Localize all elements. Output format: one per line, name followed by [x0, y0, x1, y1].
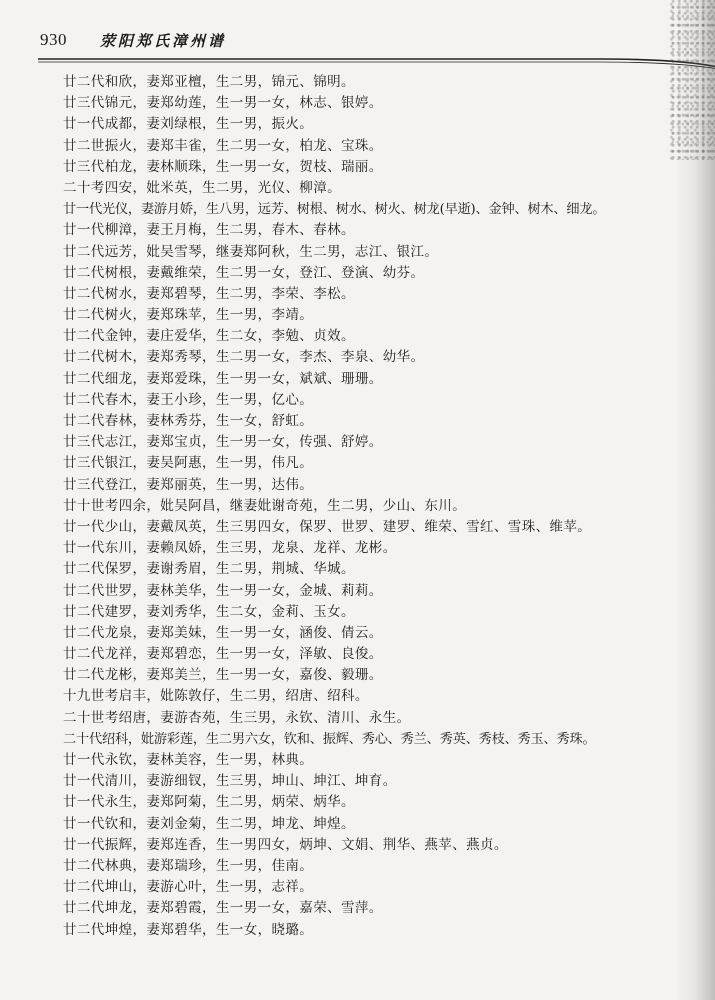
- genealogy-entry: 廿三代柏龙，妻林顺珠，生一男一女，贺枝、瑞丽。: [63, 158, 383, 175]
- genealogy-entry: 二十世考绍唐，妻游杏苑，生三男，永钦、清川、永生。: [63, 709, 411, 726]
- genealogy-entry: 廿二代金钟，妻庄爱华，生二女，李勉、贞效。: [63, 328, 355, 345]
- genealogy-entry: 廿二世振火，妻郑丰雀，生二男一女，柏龙、宝珠。: [63, 137, 383, 154]
- genealogy-entry: 廿一代振辉，妻郑连香，生一男四女，炳坤、文娟、荆华、燕苹、燕贞。: [63, 836, 508, 853]
- genealogy-entry: 廿三代锦元，妻郑幼莲，生一男一女，林志、银婷。: [63, 95, 383, 112]
- genealogy-entry: 廿二代远芳，妣吴雪琴，继妻郑阿秋，生二男，志江、银江。: [63, 243, 439, 260]
- genealogy-entry: 二十考四安，妣米英，生二男，光仪、柳漳。: [63, 179, 341, 196]
- genealogy-entry: 廿一代永生，妻郑阿菊，生二男，炳荣、炳华。: [63, 794, 355, 811]
- genealogy-entry: 廿二代龙祥，妻郑碧恋，生一男一女，泽敏、良俊。: [63, 646, 383, 663]
- page-header: [40, 28, 680, 58]
- genealogy-entry: 廿二代细龙，妻郑爱珠，生一男一女，斌斌、珊珊。: [63, 370, 383, 387]
- genealogy-entry: 二十代绍科，妣游彩莲，生二男六女，钦和、振辉、秀心、秀兰、秀英、秀枝、秀玉、秀珠。: [63, 731, 596, 747]
- genealogy-entry: 廿二代树木，妻郑秀琴，生二男一女，李杰、李泉、幼华。: [63, 349, 425, 366]
- genealogy-entry: 廿一代柳漳，妻王月梅，生二男，春木、春林。: [63, 222, 355, 239]
- genealogy-entry: 廿二代和欣，妻郑亚檀，生二男，锦元、锦明。: [63, 74, 355, 90]
- genealogy-entry: 廿一代东川，妻赖凤娇，生三男，龙泉、龙祥、龙彬。: [63, 540, 397, 557]
- genealogy-entry: 廿二代坤龙，妻郑碧霞，生一男一女，嘉荣、雪萍。: [63, 900, 383, 917]
- genealogy-entry: 廿二代林典，妻郑瑞珍，生一男，佳南。: [63, 857, 314, 874]
- page-number: 930: [40, 30, 67, 49]
- genealogy-entry: 廿三代志江，妻郑宝贞，生一男一女，传强、舒婷。: [63, 434, 383, 451]
- book-title: 荥阳郑氏漳州谱: [100, 32, 227, 50]
- genealogy-entry: 廿二代龙彬，妻郑美兰，生一男一女，嘉俊、毅珊。: [63, 667, 383, 684]
- genealogy-entry: 廿二代树火，妻郑珠苹，生一男，李靖。: [63, 307, 314, 324]
- genealogy-entry: 廿二代树根，妻戴维荣，生二男一女，登江、登演、幼芬。: [63, 264, 425, 281]
- genealogy-entry: 廿一代光仪，妻游月娇，生八男，远芳、树根、树水、树火、树龙(早逝)、金钟、树木、细龙。: [63, 202, 606, 218]
- genealogy-entry: 廿一代成都，妻刘绿根，生一男，振火。: [63, 116, 314, 133]
- genealogy-entry: 廿十世考四余，妣吴阿昌，继妻妣谢奇苑，生二男，少山、东川。: [63, 497, 467, 514]
- genealogy-entry: 廿三代登江，妻郑丽英，生一男，达伟。: [63, 476, 314, 493]
- genealogy-entry: 廿一代少山，妻戴凤英，生三男四女，保罗、世罗、建罗、维荣、雪红、雪珠、维苹。: [63, 518, 592, 535]
- genealogy-entry: 廿二代保罗，妻谢秀眉，生二男，荆城、华城。: [63, 561, 355, 578]
- genealogy-entry: 廿二代建罗，妻刘秀华，生二女，金莉、玉女。: [63, 603, 355, 620]
- genealogy-entry: 廿二代世罗，妻林美华，生一男一女，金城、莉莉。: [63, 582, 383, 599]
- genealogy-entry: 廿二代树水，妻郑碧琴，生二男，李荣、李松。: [63, 285, 355, 302]
- genealogy-list: [63, 72, 703, 941]
- genealogy-entry: 廿二代坤山，妻游心叶，生一男，志祥。: [63, 879, 314, 896]
- header-rule: [38, 57, 715, 69]
- genealogy-entry: 廿一代清川，妻游细钗，生三男，坤山、坤江、坤育。: [63, 773, 397, 790]
- genealogy-entry: 廿二代坤煌，妻郑碧华，生一女，晓璐。: [63, 921, 314, 938]
- genealogy-entry: 廿一代永钦，妻林美容，生一男，林典。: [63, 752, 314, 768]
- genealogy-entry: 廿三代银江，妻吴阿惠，生一男，伟凡。: [63, 455, 314, 472]
- scan-speckle: [669, 0, 715, 160]
- genealogy-entry: 廿二代龙泉，妻郑美妹，生一男一女，涵俊、倩云。: [63, 624, 383, 641]
- genealogy-entry: 廿一代钦和，妻刘金菊，生二男，坤龙、坤煌。: [63, 815, 355, 832]
- genealogy-entry: 廿二代春林，妻林秀芬，生一女，舒虹。: [63, 413, 314, 429]
- genealogy-entry: 廿二代春木，妻王小珍，生一男，亿心。: [63, 391, 314, 408]
- genealogy-entry: 十九世考启丰，妣陈敦仔，生二男，绍唐、绍科。: [63, 688, 369, 705]
